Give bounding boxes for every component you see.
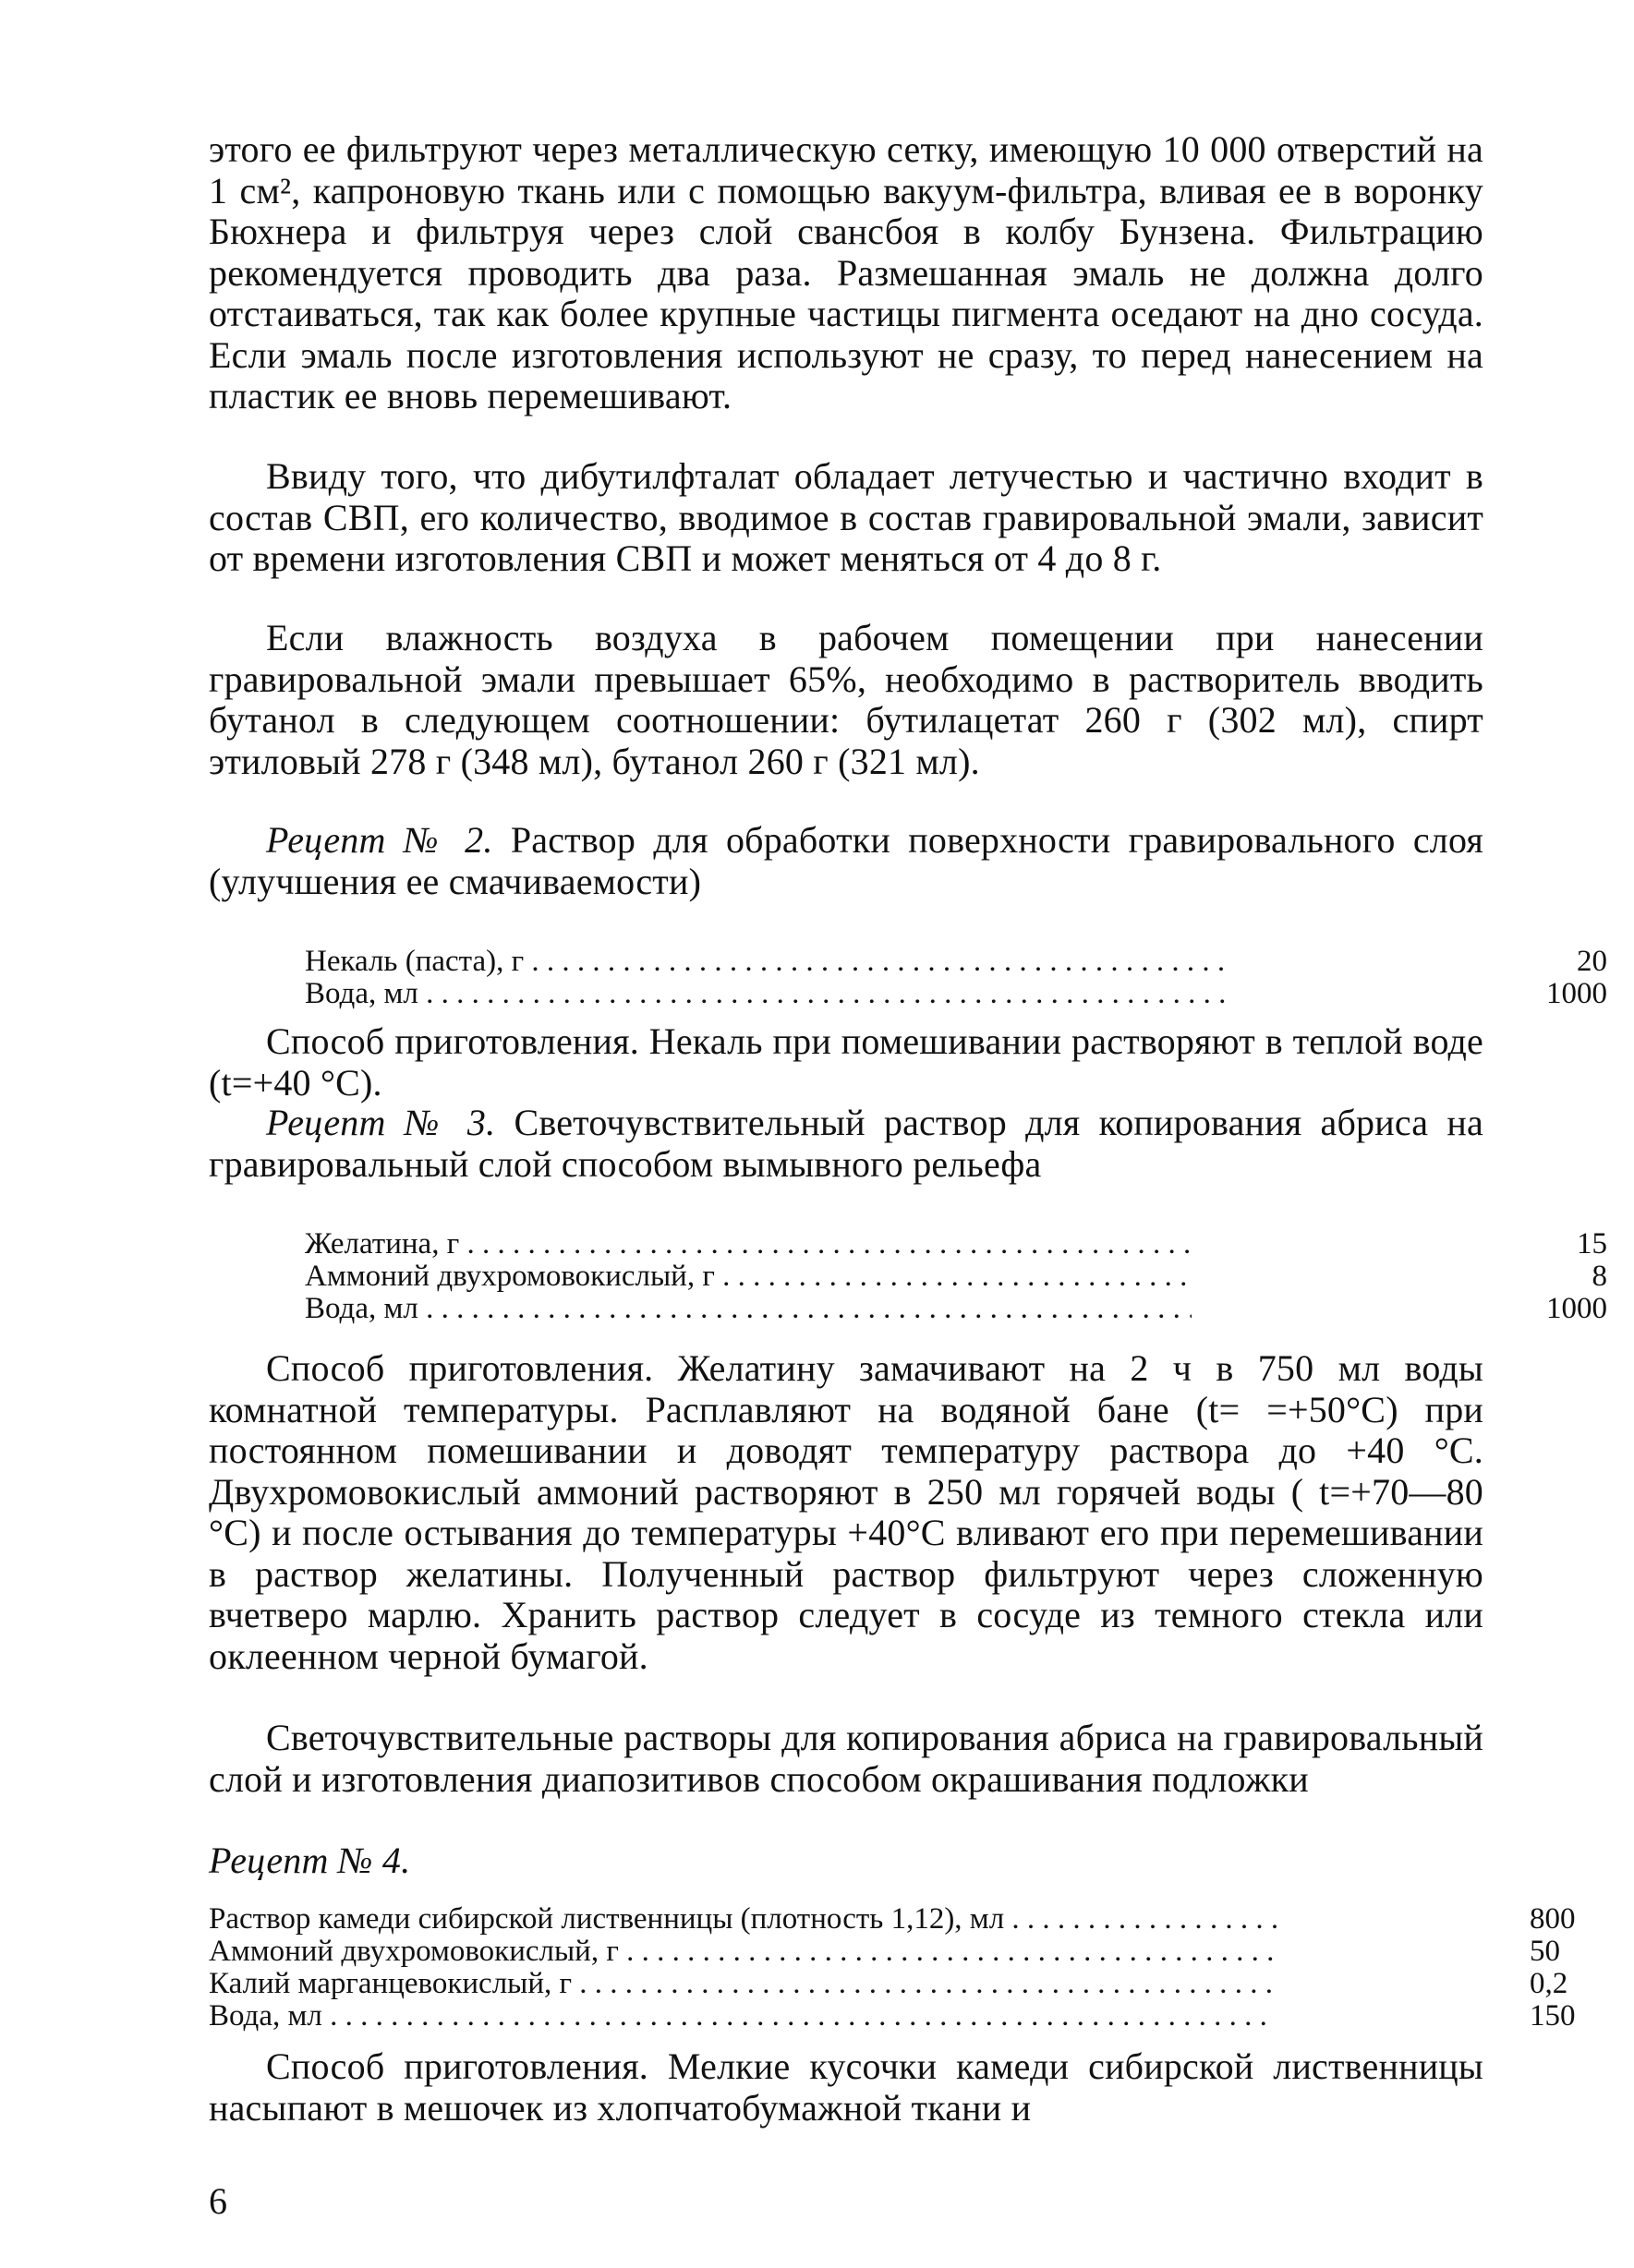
ingredient-name: Вода, мл . . . bbox=[305, 978, 1229, 1010]
recipe-3-label: Рецепт № 3. bbox=[266, 1102, 496, 1143]
ingredient-name: Калий марганцевокислый, г . . . bbox=[209, 1968, 1280, 2000]
recipe-3-heading bbox=[209, 1103, 1483, 1185]
paragraph-dibutylphthalate: Ввиду того, что дибутилфталат обладает летучестью и частично входит в состав СВП, его количество, вводимое в состав гравировальной эмали, зависит от времени изготовления СВП и может меняться от 4 до 8 г. bbox=[209, 455, 1483, 579]
ingredient-name: Некаль (паста), г . . . bbox=[305, 946, 1229, 978]
ingredient-amount: 0,2 bbox=[1530, 1967, 1568, 2000]
ingredient-name: Аммоний двухромовокислый, г . . . bbox=[209, 1936, 1280, 1968]
recipe-2-title: Раствор для обработки поверхности гравировального слоя (улучшения ее смачиваемости) bbox=[209, 819, 1483, 902]
ingredient-name: Раствор камеди сибирской лиственницы (плотность 1,12), мл . . . bbox=[209, 1903, 1280, 1936]
paragraph-light-sensitive-solutions: Светочувствительные растворы для копирования абриса на гравировальный слой и изготовления диапозитивов способом окрашивания подложки bbox=[209, 1717, 1483, 1800]
paragraph-filtering: этого ее фильтруют через металлическую сетку, имеющую 10 000 отверстий на 1 см², капроновую ткань или с помощью вакуум-фильтра, вливая ее в воронку Бюхнера и фильтруя через слой свансбоя в колбу Бунзена. Фильтрацию рекомендуется проводить два раза. Размешанная эмаль не должна долго отстаиваться, так как более крупные частицы пигмента оседают на дно сосуда. Если эмаль после изготовления используют не сразу, то перед нанесением на пластик ее вновь перемешивают. bbox=[209, 128, 1483, 416]
ingredient-amount: 1000 bbox=[1546, 977, 1607, 1010]
paragraph-recipe-3-method: Способ приготовления. Желатину замачивают на 2 ч в 750 мл воды комнатной температуры. Расплавляют на водяной бане (t= =+50°С) при постоянном помешивании и доводят температуру раствора до +40 °С. Двухромовокислый аммоний растворяют в 250 мл горячей воды ( t=+70—80 °С) и после остывания до температуры +40°С вливают его при перемешивании в раствор желатины. Полученный раствор фильтруют через сложенную вчетверо марлю. Хранить раствор следует в сосуде из темного стекла или оклеенном черной бумагой. bbox=[209, 1347, 1483, 1677]
recipe-3-title: Светочувствительный раствор для копирования абриса на гравировальный слой способом вымывного рельефа bbox=[209, 1102, 1483, 1185]
recipe-2-label: Рецепт № 2. bbox=[266, 819, 493, 861]
ingredient-name: Вода, мл . . . bbox=[209, 2000, 1280, 2033]
page-number: 6 bbox=[209, 2180, 227, 2222]
paragraph-humidity: Если влажность воздуха в рабочем помещении при нанесении гравировальной эмали превышает 65%, необходимо в растворитель вводить бутанол в следующем соотношении: бутилацетат 260 г (302 мл), спирт этиловый 278 г (348 мл), бутанол 260 г (321 мл). bbox=[209, 617, 1483, 782]
ingredient-name: Вода, мл . . . bbox=[305, 1293, 1192, 1325]
ingredient-amount: 20 bbox=[1577, 945, 1607, 978]
ingredient-amount: 800 bbox=[1530, 1902, 1576, 1936]
paragraph-recipe-4-method: Способ приготовления. Мелкие кусочки камеди сибирской лиственницы насыпают в мешочек из хлопчатобумажной ткани и bbox=[209, 2045, 1483, 2129]
recipe-4-label: Рецепт № 4. bbox=[209, 1840, 411, 1881]
ingredient-amount: 1000 bbox=[1546, 1292, 1607, 1325]
ingredient-name: Желатина, г . . . bbox=[305, 1228, 1192, 1261]
recipe-2-heading bbox=[209, 820, 1483, 902]
ingredient-name: Аммоний двухромовокислый, г . . . bbox=[305, 1261, 1192, 1293]
ingredient-amount: 15 bbox=[1577, 1227, 1607, 1261]
ingredient-amount: 8 bbox=[1592, 1260, 1607, 1293]
ingredient-amount: 150 bbox=[1530, 1999, 1576, 2033]
recipe-4-heading bbox=[209, 1840, 1483, 1882]
ingredient-amount: 50 bbox=[1530, 1935, 1560, 1968]
paragraph-recipe-2-method: Способ приготовления. Некаль при помешивании растворяют в теплой воде (t=+40 °С). bbox=[209, 1020, 1483, 1104]
